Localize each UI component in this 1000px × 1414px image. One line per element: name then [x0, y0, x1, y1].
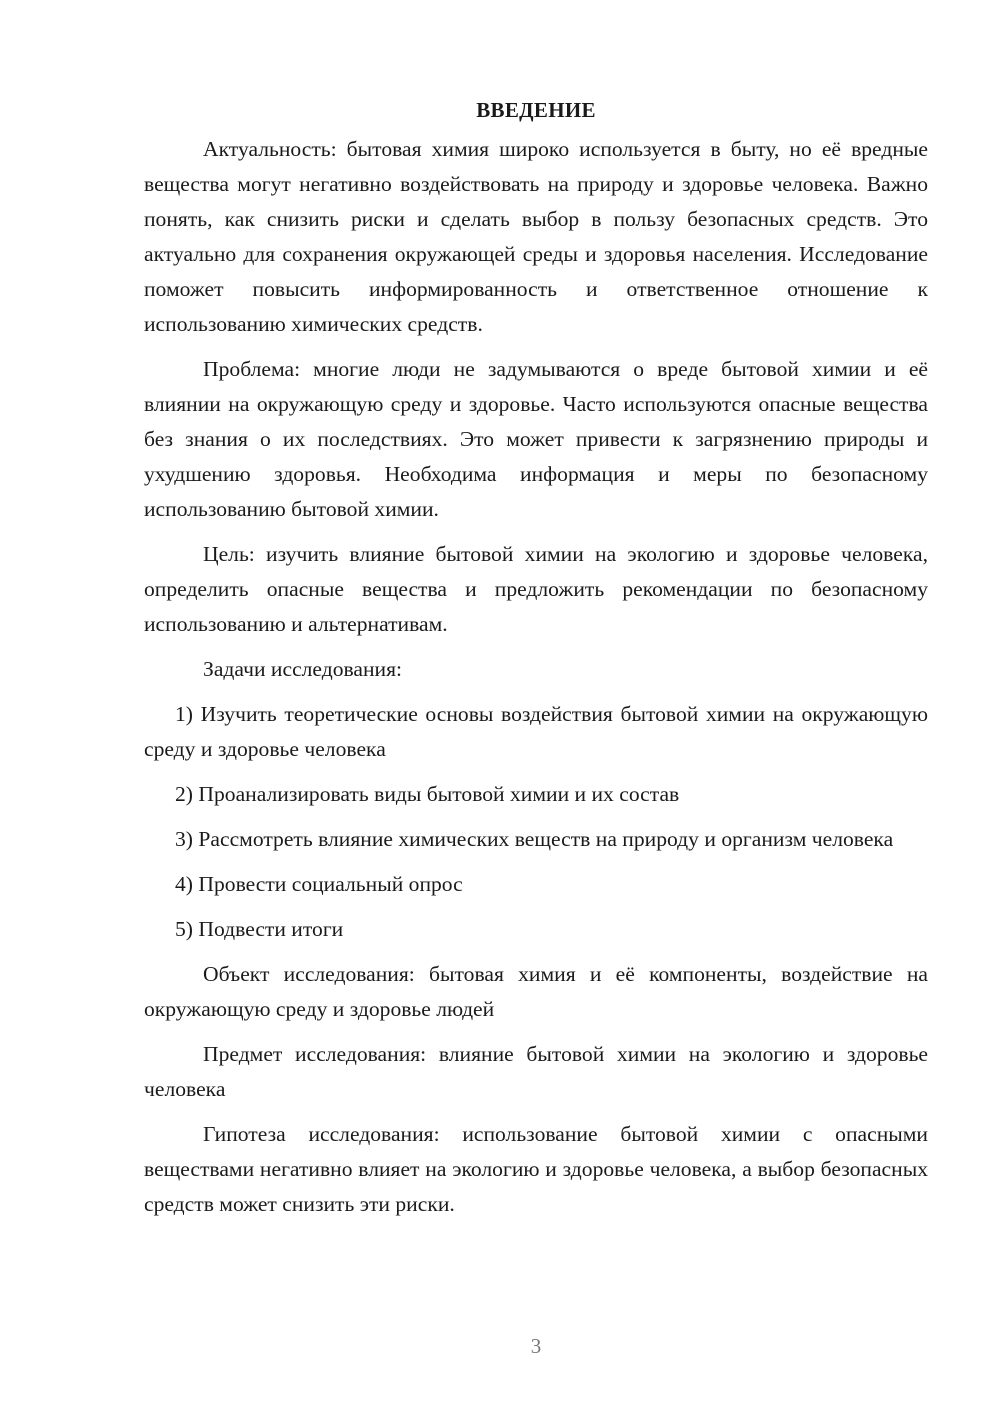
section-heading: ВВЕДЕНИЕ	[476, 98, 596, 122]
task-item-4: 4) Провести социальный опрос	[175, 872, 463, 896]
task-item-3: 3) Рассмотреть влияние химических веществ на природу и организм человека	[175, 827, 894, 851]
subject-paragraph: Предмет исследования: влияние бытовой химии на экологию и здоровье человека	[144, 1042, 928, 1101]
object-paragraph: Объект исследования: бытовая химия и её компоненты, воздействие на окружающую среду и здоровье людей	[144, 962, 928, 1021]
problem-paragraph: Проблема: многие люди не задумываются о вреде бытовой химии и её влиянии на окружающую среду и здоровье. Часто используются опасные вещества без знания о их последствиях. Это может привести к загрязнению природы и ухудшению здоровья. Необходима информация и меры по безопасному использованию бытовой химии.	[144, 357, 928, 521]
task-item-5: 5) Подвести итоги	[175, 917, 344, 941]
page-number: 3	[530, 1334, 542, 1358]
task-item-2: 2) Проанализировать виды бытовой химии и их состав	[175, 782, 680, 806]
hypothesis-paragraph: Гипотеза исследования: использование бытовой химии с опасными веществами негативно влияет на экологию и здоровье человека, а выбор безопасных средств может снизить эти риски.	[144, 1122, 928, 1216]
task-item-1: 1) Изучить теоретические основы воздействия бытовой химии на окружающую среду и здоровье человека	[144, 702, 928, 761]
tasks-heading: Задачи исследования:	[203, 657, 403, 681]
relevance-paragraph: Актуальность: бытовая химия широко используется в быту, но её вредные вещества могут негативно воздействовать на природу и здоровье человека. Важно понять, как снизить риски и сделать выбор в пользу безопасных средств. Это актуально для сохранения окружающей среды и здоровья населения. Исследование поможет повысить информированность и ответственное отношение к использованию химических средств.	[144, 137, 928, 336]
goal-paragraph: Цель: изучить влияние бытовой химии на экологию и здоровье человека, определить опасные вещества и предложить рекомендации по безопасному использованию и альтернативам.	[144, 542, 928, 636]
document-page	[144, 92, 928, 1222]
